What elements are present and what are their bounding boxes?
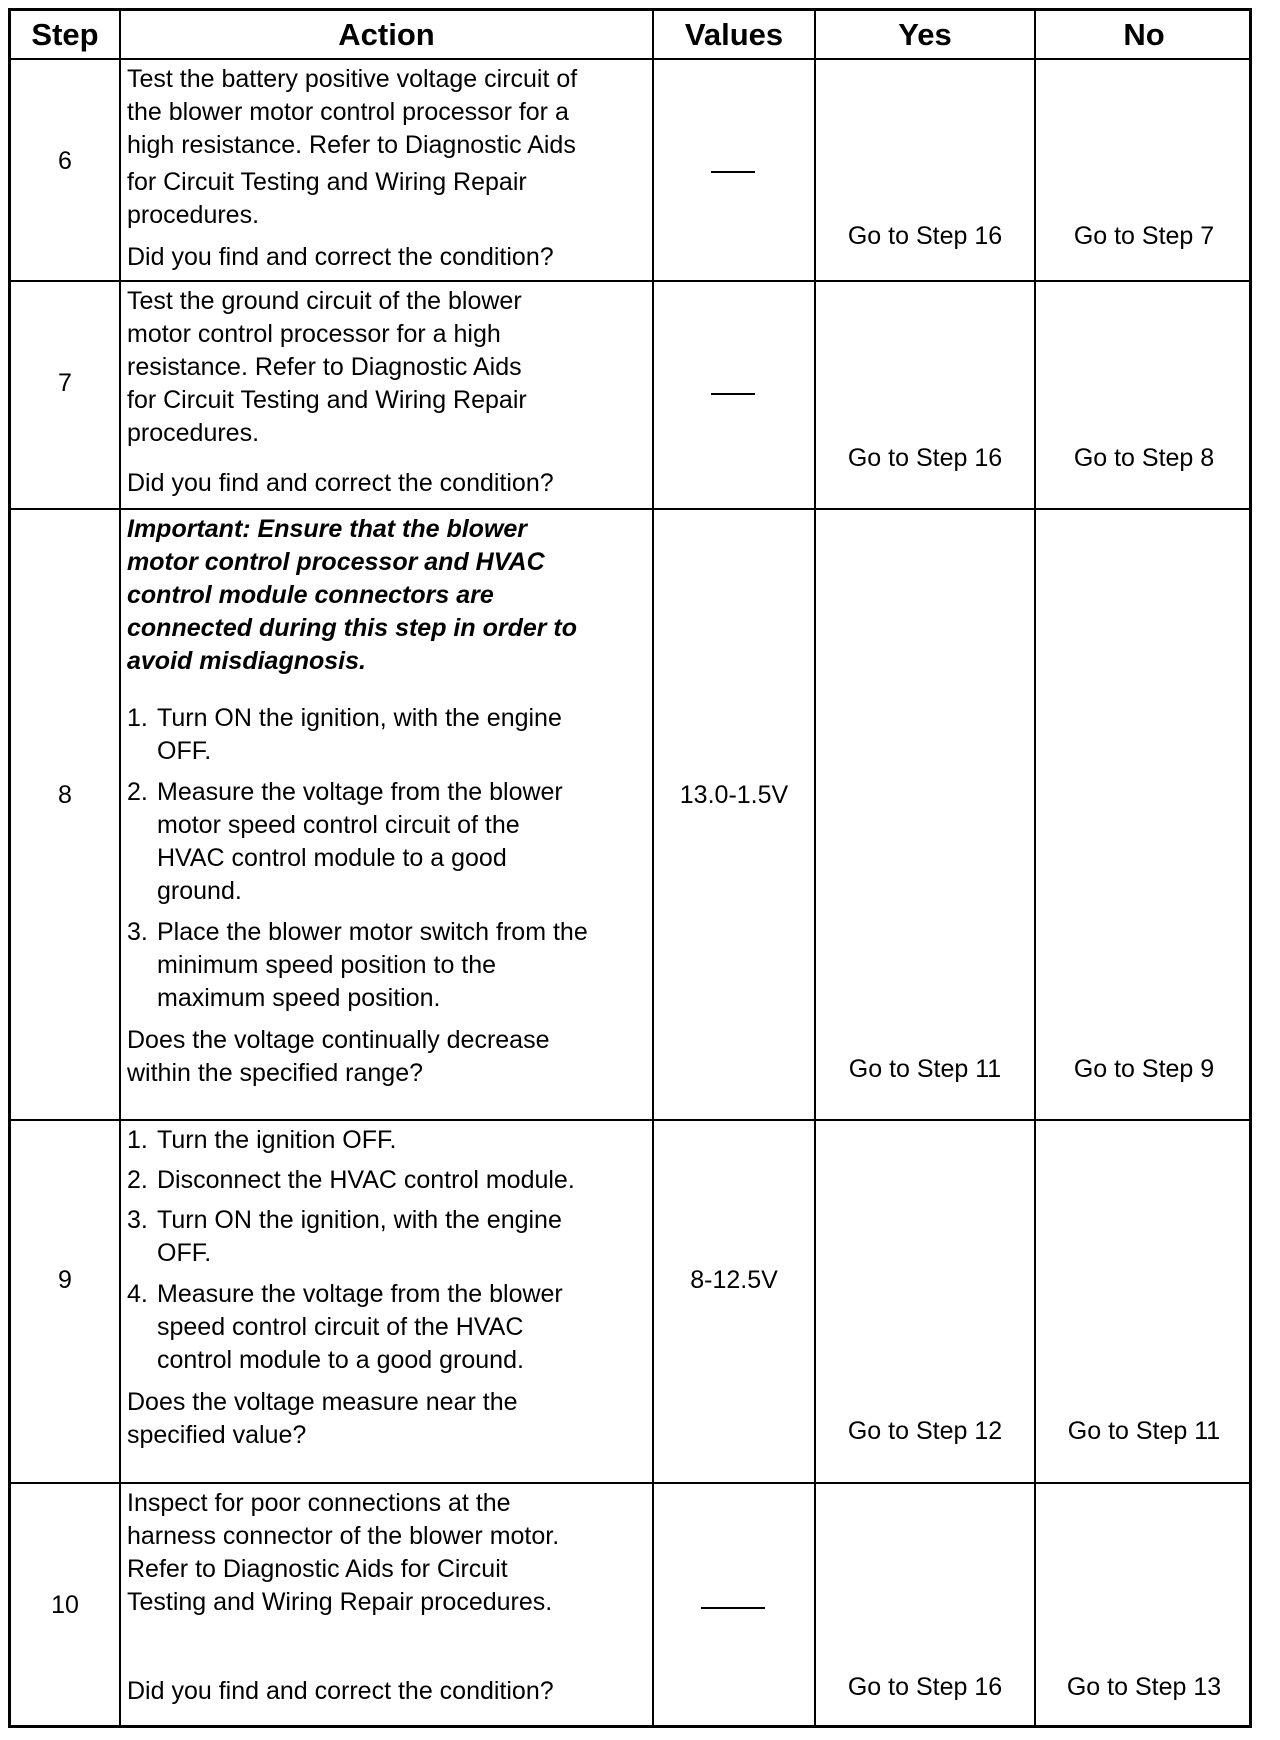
step-number: 8 <box>58 781 72 809</box>
row-divider <box>11 1119 1249 1121</box>
important-note: control module connectors are <box>127 581 494 609</box>
header-action: Action <box>338 16 435 52</box>
action-text: procedures. <box>127 201 260 229</box>
no-value-dash <box>701 1607 765 1609</box>
no-target: Go to Step 8 <box>1073 444 1215 472</box>
yes-target: Go to Step 16 <box>847 222 1003 250</box>
spec-value: 13.0-1.5V <box>679 781 789 809</box>
step-number: 10 <box>51 1591 79 1619</box>
action-text: high resistance. Refer to Diagnostic Aids <box>127 131 576 159</box>
question-text: Did you find and correct the condition? <box>127 469 554 497</box>
no-target: Go to Step 11 <box>1067 1417 1221 1445</box>
action-text: Testing and Wiring Repair procedures. <box>127 1588 553 1616</box>
row-divider <box>11 508 1249 510</box>
action-text: for Circuit Testing and Wiring Repair <box>127 386 527 414</box>
row-divider <box>11 280 1249 282</box>
diagnostic-table: Step Action Values Yes No 6 Test the battery positive voltage circuit of the blower motor control processor for a high resistance. Refer to Diagnostic Aids for Circuit Testing and Wiring Repair procedures. Did you find and correct the condition? Go to Step 16 Go to Step 7 7 Test the ground circuit of the blower motor control processor for a high resistance. Refer to Diagnostic Aids for Circuit Testing and Wiring Repair procedures. Did you find and correct the condition? Go to Step 16 Go to Step 8 8 Important: Ensure that the blower motor control processor and HVAC control module connectors are connected during this step in order to avoid misdiagnosis. 1. Turn ON the ignition, with the engine OFF. 2. Measure the voltage from the blower motor speed control circuit of the HVAC control module to a good ground. 3. Place the blower motor switch from the minimum speed position to the maximum speed position. Does the voltage continually decrease within the specified range? 13.0-1.5V Go to Step 11 Go to Step 9 9 1. Turn the ignition OFF. 2. Disconnect the HVAC control module. 3. Turn ON the ignition, with the engine OFF. 4. Measure the voltage from the blower speed control circuit of the HVAC control module to a good ground. Does the voltage measure near the specified value? 8-12.5V Go to Step 12 Go to Step 11 10 Inspect for poor connections at the harness connector of the blower motor. Refer to Diagnostic Aids for Circuit Testing and Wiring Repair procedures. Did you find and correct the condition? Go to Step 16 Go to Step 13 <box>8 8 1252 1728</box>
action-text: the blower motor control processor for a <box>127 98 569 126</box>
row-divider <box>11 58 1249 60</box>
question-text: specified value? <box>127 1421 307 1449</box>
action-text: Inspect for poor connections at the <box>127 1489 511 1517</box>
yes-target: Go to Step 16 <box>847 444 1003 472</box>
important-note: avoid misdiagnosis. <box>127 647 366 675</box>
important-note: Important: Ensure that the blower <box>127 515 528 543</box>
step-number: 9 <box>58 1266 72 1294</box>
no-target: Go to Step 9 <box>1073 1055 1215 1083</box>
no-value-dash <box>711 171 755 173</box>
important-note: motor control processor and HVAC <box>127 548 545 576</box>
no-target: Go to Step 7 <box>1073 222 1215 250</box>
action-text: resistance. Refer to Diagnostic Aids <box>127 353 522 381</box>
column-divider <box>119 11 121 1725</box>
question-text: Did you find and correct the condition? <box>127 243 554 271</box>
no-value-dash <box>711 393 755 395</box>
header-step: Step <box>31 16 99 52</box>
action-text: motor control processor for a high <box>127 320 501 348</box>
action-text: Test the battery positive voltage circuit of <box>127 65 578 93</box>
step-number: 7 <box>58 369 72 397</box>
step-number: 6 <box>58 147 72 175</box>
question-text: Does the voltage measure near the <box>127 1388 518 1416</box>
yes-target: Go to Step 11 <box>848 1055 1002 1083</box>
important-note: connected during this step in order to <box>127 614 578 642</box>
header-no: No <box>1123 16 1165 52</box>
column-divider <box>1034 11 1036 1725</box>
spec-value: 8-12.5V <box>690 1266 778 1294</box>
column-divider <box>814 11 816 1725</box>
action-text: Refer to Diagnostic Aids for Circuit <box>127 1555 508 1583</box>
action-text: harness connector of the blower motor. <box>127 1522 560 1550</box>
action-text: Test the ground circuit of the blower <box>127 287 522 315</box>
header-values: Values <box>684 16 784 52</box>
no-target: Go to Step 13 <box>1066 1673 1222 1701</box>
question-text: Does the voltage continually decrease <box>127 1026 550 1054</box>
row-divider <box>11 1482 1249 1484</box>
yes-target: Go to Step 16 <box>847 1673 1003 1701</box>
yes-target: Go to Step 12 <box>847 1417 1003 1445</box>
action-text: procedures. <box>127 419 260 447</box>
action-text: for Circuit Testing and Wiring Repair <box>127 168 527 196</box>
question-text: Did you find and correct the condition? <box>127 1677 554 1705</box>
column-divider <box>652 11 654 1725</box>
question-text: within the specified range? <box>127 1059 424 1087</box>
header-yes: Yes <box>898 16 952 52</box>
